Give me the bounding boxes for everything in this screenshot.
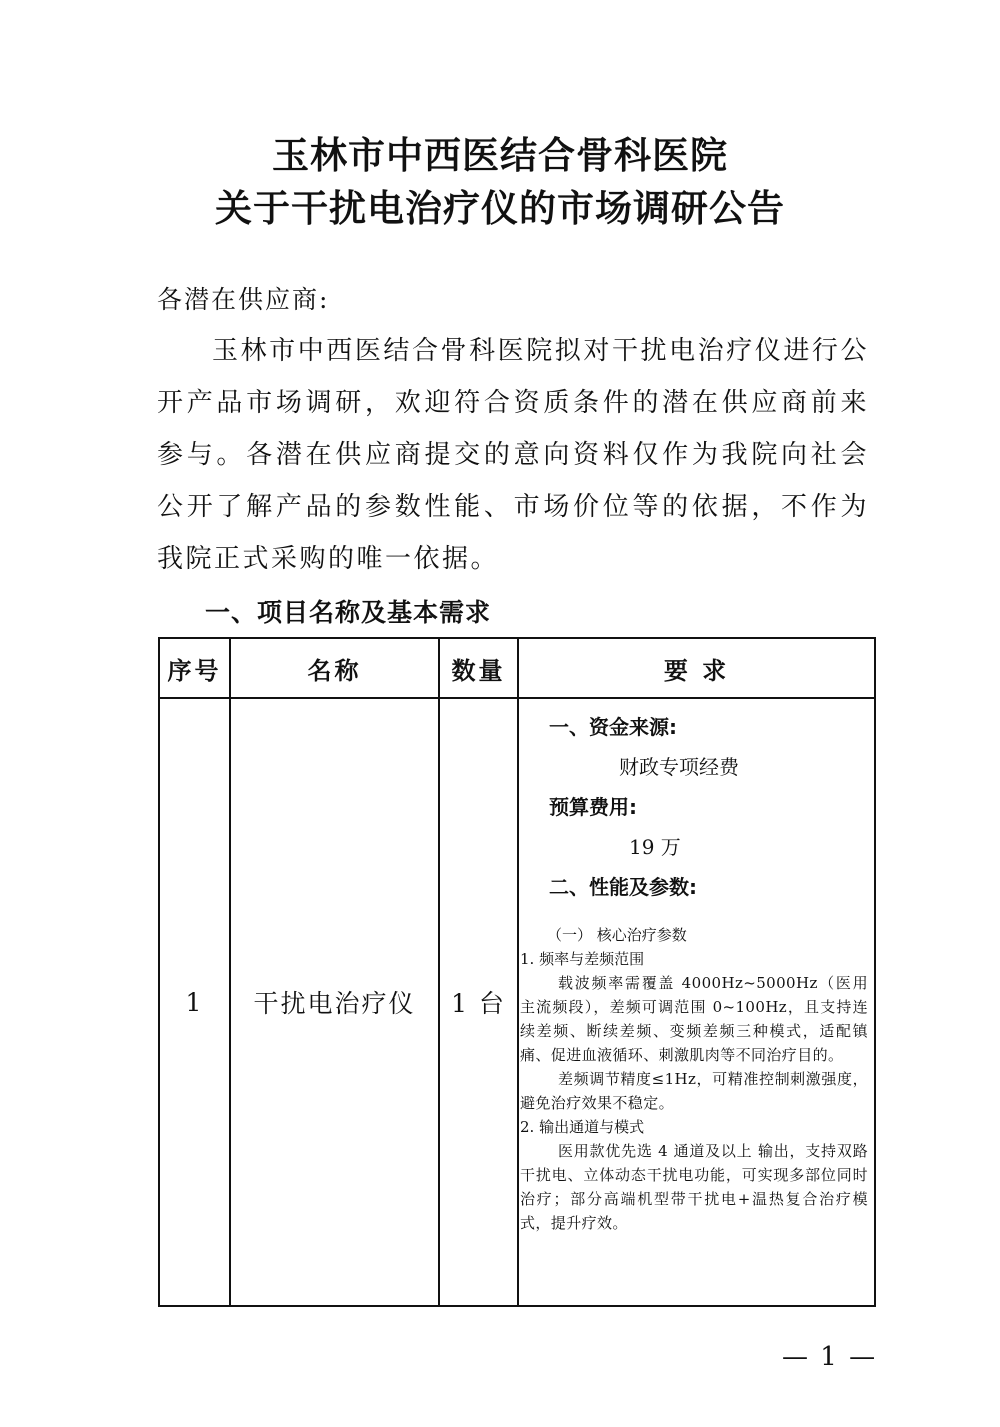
item2-paragraph1: 医用款优先选 4 通道及以上 输出，支持双路干扰电、立体动态干扰电功能，可实现多部位同时治疗；部分高端机型带干扰电+温热复合治疗模式，提升疗效。 (520, 1142, 868, 1232)
table-row (159, 698, 875, 1306)
header-quantity: 数量 (439, 638, 518, 698)
performance-heading: 二、性能及参数: (549, 875, 697, 899)
budget-value: 19 万 (629, 835, 681, 859)
document-title-line1: 玉林市中西医结合骨科医院 (272, 134, 728, 177)
cell-requirements (518, 698, 875, 1306)
cell-name: 干扰电治疗仪 (230, 698, 439, 1306)
item1-paragraph1: 载波频率需覆盖 4000Hz~5000Hz（医用主流频段），差频可调范围 0~100Hz，且支持连续差频、断续差频、变频差频三种模式，适配镇痛、促进血液循环、刺激肌肉等不同治疗目的。 (520, 974, 868, 1064)
header-requirements: 要 求 (518, 638, 875, 698)
body-paragraph: 玉林市中西医结合骨科医院拟对干扰电治疗仪进行公开产品市场调研，欢迎符合资质条件的潜在供应商前来参与。各潜在供应商提交的意向资料仅作为我院向社会公开了解产品的参数性能、市场价位等的依据，不作为我院正式采购的唯一依据。 (157, 336, 869, 574)
item1-title: 1. 频率与差频范围 (520, 950, 645, 968)
salutation: 各潜在供应商: (157, 285, 330, 314)
core-params-heading: （一） 核心治疗参数 (547, 926, 687, 944)
item2-title: 2. 输出通道与模式 (520, 1118, 645, 1136)
header-serial-number: 序号 (159, 638, 230, 698)
fund-source-value: 财政专项经费 (619, 755, 739, 779)
section-heading: 一、项目名称及基本需求 (205, 598, 492, 627)
requirements-table (158, 637, 876, 1307)
budget-heading: 预算费用: (549, 795, 637, 819)
cell-quantity: 1 台 (439, 698, 518, 1306)
page-number: — 1 — (782, 1342, 878, 1372)
cell-serial-number: 1 (159, 698, 230, 1306)
header-name: 名称 (230, 638, 439, 698)
item1-paragraph2: 差频调节精度≤1Hz，可精准控制刺激强度，避免治疗效果不稳定。 (520, 1070, 868, 1112)
fund-source-heading: 一、资金来源: (549, 715, 677, 739)
table-header-row (159, 638, 875, 698)
document-title-line2: 关于干扰电治疗仪的市场调研公告 (215, 187, 785, 230)
